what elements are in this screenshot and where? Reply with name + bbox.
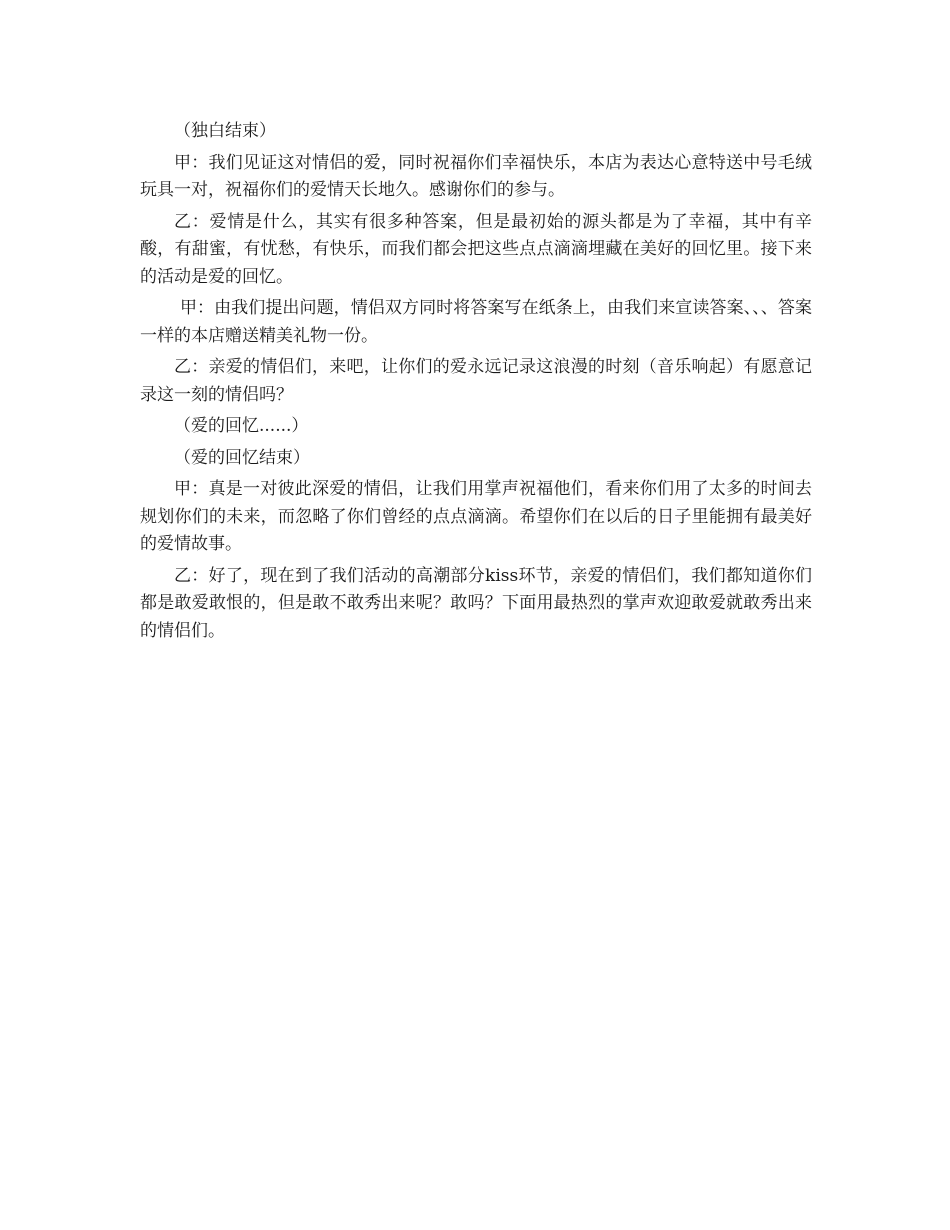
stage-direction: （爱的回忆......） (174, 416, 309, 436)
dialogue-paragraph: 甲：真是一对彼此深爱的情侣，让我们用掌声祝福他们，看来你们用了太多的时间去规划你们的未来，而忽略了你们曾经的点点滴滴。希望你们在以后的日子里能拥有最美好的爱情故事。 (140, 479, 812, 554)
dialogue-paragraph: 甲：由我们提出问题，情侣双方同时将答案写在纸条上，由我们来宣读答案、、、答案一样的本店赠送精美礼物一份。 (140, 298, 812, 346)
dialogue-paragraph: 甲：我们见证这对情侣的爱，同时祝福你们幸福快乐，本店为表达心意特送中号毛绒玩具一对，祝福你们的爱情天长地久。感谢你们的参与。 (140, 152, 812, 200)
stage-direction: （独白结束） (174, 121, 276, 141)
document-body (140, 118, 812, 649)
dialogue-paragraph: 乙：爱情是什么，其实有很多种答案，但是最初始的源头都是为了幸福，其中有辛酸，有甜蜜，有忧愁，有快乐，而我们都会把这些点点滴滴埋藏在美好的回忆里。接下来的活动是爱的回忆。 (140, 211, 812, 287)
dialogue-paragraph: 乙：好了，现在到了我们活动的高潮部分kiss环节，亲爱的情侣们，我们都知道你们都是敢爱敢恨的，但是敢不敢秀出来呢？敢吗？下面用最热烈的掌声欢迎敢爱就敢秀出来的情侣们。 (140, 565, 812, 641)
dialogue-paragraph: 乙：亲爱的情侣们，来吧，让你们的爱永远记录这浪漫的时刻（音乐响起）有愿意记录这一刻的情侣吗？ (140, 357, 812, 405)
stage-direction: （爱的回忆结束） (174, 447, 310, 468)
